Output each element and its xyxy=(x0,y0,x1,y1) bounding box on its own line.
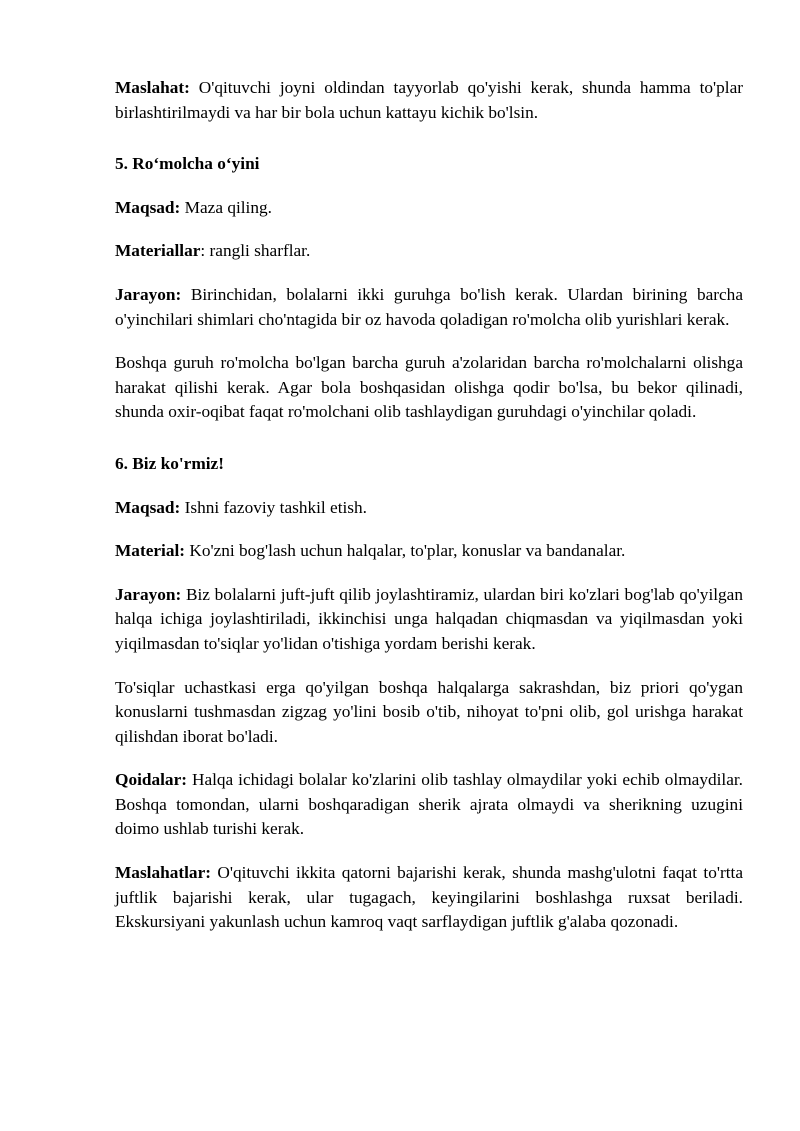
game6-material-text: Ko'zni bog'lash uchun halqalar, to'plar, konuslar va bandanalar. xyxy=(185,541,626,561)
game6-tips-text: O'qituvchi ikkita qatorni bajarishi kerak, shunda mashg'ulotni faqat to'rtta juftlik bajarishi kerak, ular tugagach, keyingilarini boshlashga ruxsat beriladi. Ekskursiyani yakunlash uchun kamroq vaqt sarflaydigan juftlik g'alaba qozonadi. xyxy=(115,863,743,932)
game6-process-continued: To'siqlar uchastkasi erga qo'yilgan boshqa halqalarga sakrashdan, biz priori qo'ygan konuslarni tushmasdan zigzag yo'lini bosib o'tib, nihoyat to'pni olib, gol urishga harakat qilishdan iborat bo'ladi. xyxy=(115,677,743,746)
game6-process xyxy=(115,583,743,657)
game5-materials-text: : rangli sharflar. xyxy=(200,241,311,261)
game6-tips-label: Maslahatlar: xyxy=(115,863,211,883)
game5-process xyxy=(115,283,743,332)
game5-heading: 5. Ro‘molcha o‘yini xyxy=(115,154,260,174)
game6-process-label: Jarayon: xyxy=(115,584,182,604)
tip-paragraph xyxy=(115,76,743,125)
game5-process-label: Jarayon: xyxy=(115,284,182,304)
game6-rules-text: Halqa ichidagi bolalar ko'zlarini olib tashlay olmaydilar yoki echib olmaydilar. Boshqa tomondan, ularni boshqaradigan sherik ajrata olmaydi va sherikning uzugini doimo ushlab turishi kerak. xyxy=(115,770,743,839)
game6-material-label: Material: xyxy=(115,541,186,561)
game6-material xyxy=(115,539,743,564)
tip-text: O'qituvchi joyni oldindan tayyorlab qo'yishi kerak, shunda hamma to'plar birlashtirilmaydi va har bir bola uchun kattayu kichik bo'lsin. xyxy=(115,78,743,122)
game5-materials xyxy=(115,239,743,264)
game5-materials-label: Materiallar xyxy=(115,241,201,261)
game6-goal xyxy=(115,496,743,521)
game6-process-text: Biz bolalarni juft-juft qilib joylashtiramiz, ulardan biri ko'zlari bog'lab qo'yilgan halqa ichiga joylashtiriladi, ikkinchisi unga halqadan chiqmasdan va yiqilmasdan yoki yiqilmasdan to'siqlar yo'lidan o'tishiga yordam berishi kerak. xyxy=(115,584,743,653)
game6-rules xyxy=(115,768,743,842)
game6-goal-label: Maqsad: xyxy=(115,497,181,517)
game6-heading: 6. Biz ko'rmiz! xyxy=(115,453,224,473)
game5-goal-label: Maqsad: xyxy=(115,197,181,217)
game5-goal-text: Maza qiling. xyxy=(180,197,272,217)
game6-goal-text: Ishni fazoviy tashkil etish. xyxy=(180,497,367,517)
game5-process-continued: Boshqa guruh ro'molcha bo'lgan barcha guruh a'zolaridan barcha ro'molchalarni olishga harakat qilishi kerak. Agar bola boshqasidan olishga qodir bo'lsa, bu bekor qilinadi, shunda oxir-oqibat faqat ro'molchani olib tashlaydigan guruhdagi o'yinchilar qoladi. xyxy=(115,353,743,422)
game6-tips xyxy=(115,861,743,935)
game5-goal xyxy=(115,196,743,221)
game5-process-text: Birinchidan, bolalarni ikki guruhga bo'lish kerak. Ulardan birining barcha o'yinchilari shimlari cho'ntagida bir oz havoda qoladigan ro'molcha olib yurishlari kerak. xyxy=(115,284,743,329)
game6-rules-label: Qoidalar: xyxy=(115,770,188,790)
tip-label: Maslahat: xyxy=(115,78,190,97)
